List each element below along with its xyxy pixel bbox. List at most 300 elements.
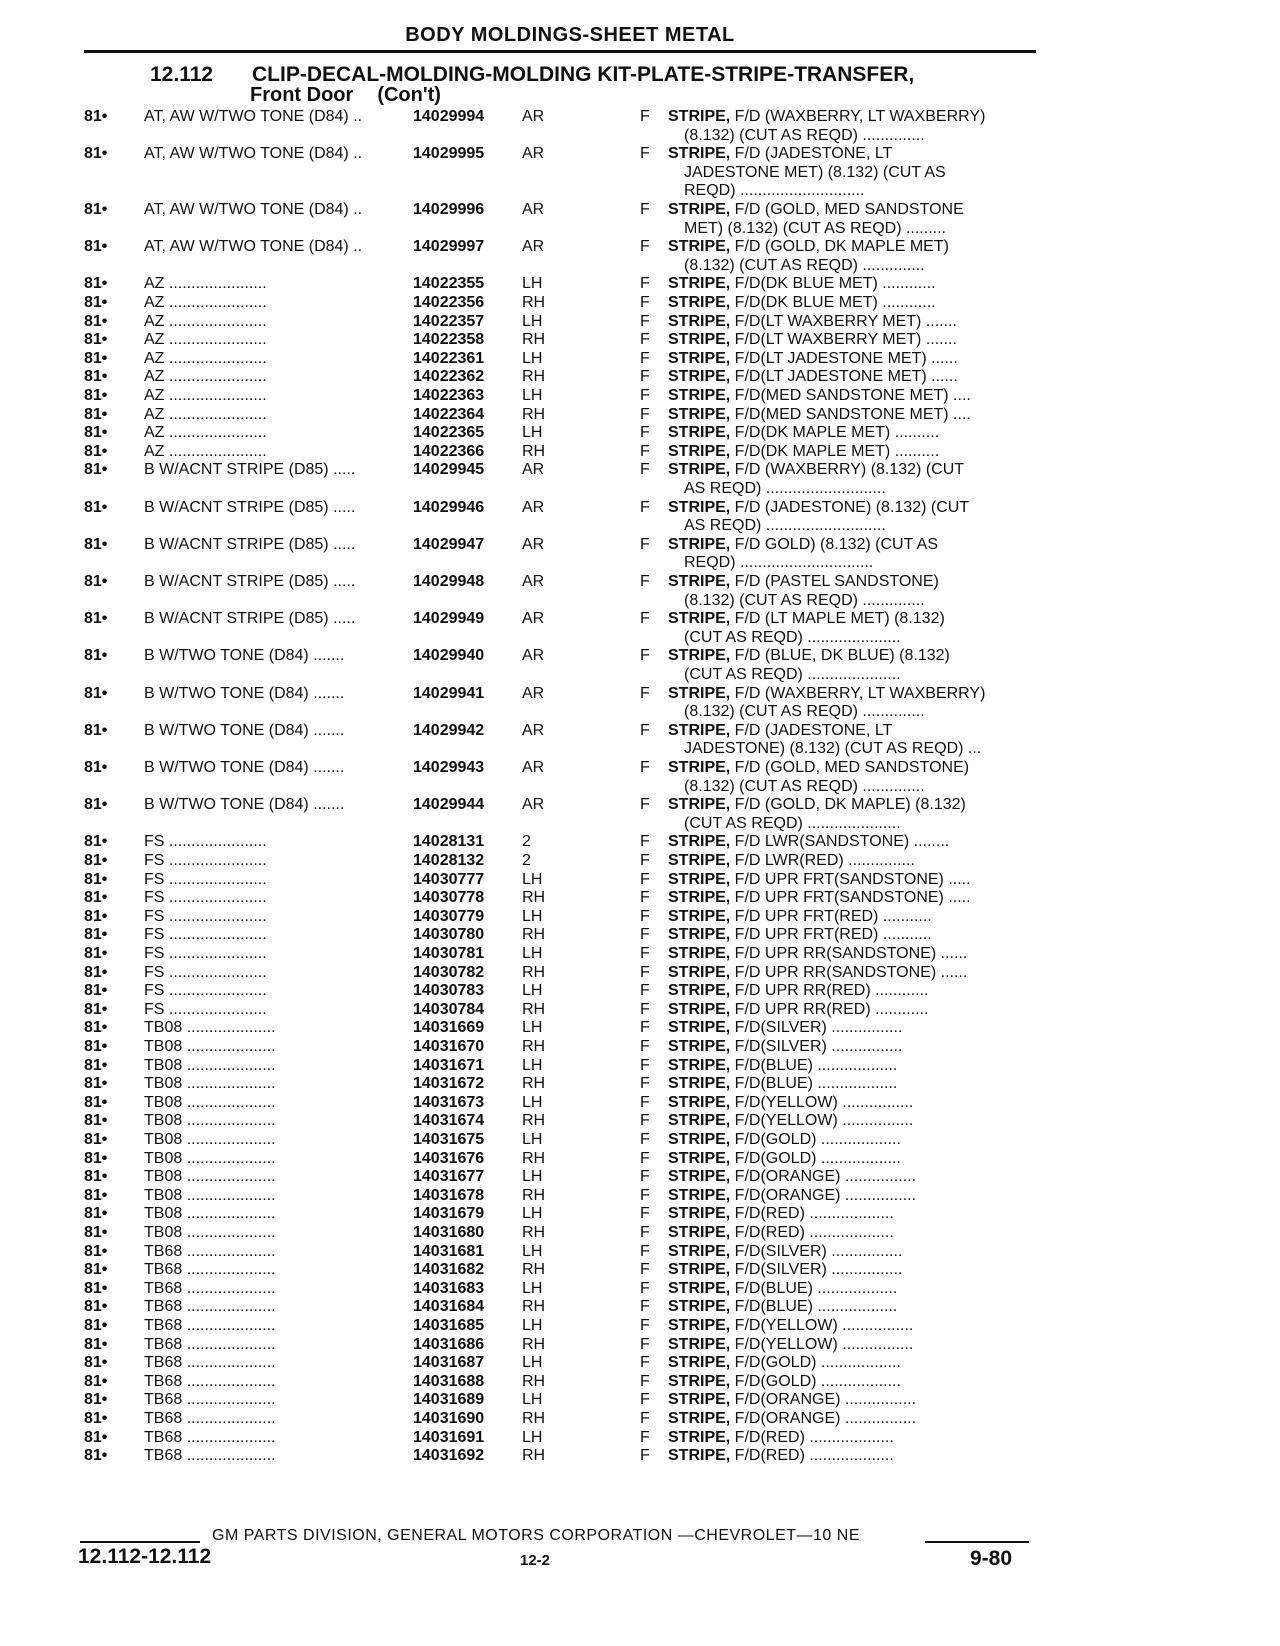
stripe-keyword: STRIPE, — [668, 312, 731, 330]
description — [668, 945, 1030, 964]
section-heading — [150, 64, 914, 85]
description — [668, 1317, 1030, 1336]
ref-number: 81• — [84, 982, 108, 1000]
source-code: F — [640, 1354, 650, 1372]
description-line: STRIPE, F/D(DK BLUE MET) ............ — [668, 294, 936, 311]
quantity: AR — [522, 108, 545, 125]
description-line: STRIPE, F/D(ORANGE) ................ — [668, 1410, 917, 1427]
model-application: TB68 .................... — [144, 1298, 276, 1316]
stripe-keyword: STRIPE, — [668, 275, 731, 293]
part-number: 14030784 — [413, 1000, 485, 1018]
stripe-keyword: STRIPE, — [668, 1056, 731, 1074]
part-number: 14022358 — [413, 331, 485, 349]
source-code: F — [640, 1317, 650, 1334]
stripe-keyword: STRIPE, — [668, 108, 731, 125]
stripe-keyword: STRIPE, — [668, 1298, 731, 1316]
part-number: 14029948 — [413, 573, 485, 590]
ref-number: 81• — [84, 1112, 108, 1130]
part-number: 14029942 — [413, 721, 485, 739]
description — [668, 852, 1030, 871]
model-application: B W/TWO TONE (D84) ....... — [144, 759, 345, 776]
stripe-keyword: STRIPE, — [668, 1410, 731, 1427]
description — [668, 499, 1030, 536]
quantity: RH — [522, 1000, 546, 1018]
quantity: LH — [522, 1242, 543, 1260]
ref-number: 81• — [84, 1279, 108, 1297]
quantity: RH — [522, 1410, 546, 1427]
quantity: AR — [522, 647, 545, 665]
description-line: STRIPE, F/D(SILVER) ................ — [668, 1038, 903, 1055]
part-number: 14030782 — [413, 963, 485, 981]
quantity: RH — [522, 1186, 546, 1204]
description-line: STRIPE, F/D UPR RR(RED) ............ — [668, 1000, 929, 1018]
source-code: F — [640, 312, 650, 330]
description-line: STRIPE, F/D(BLUE) .................. — [668, 1298, 898, 1316]
subtitle-text: Front Door — [250, 84, 354, 106]
ref-number: 81• — [84, 108, 108, 125]
description — [668, 647, 1030, 684]
model-application: TB08 .................... — [144, 1112, 276, 1130]
part-number: 14031691 — [413, 1428, 485, 1446]
part-number: 14022361 — [413, 349, 485, 367]
ref-number: 81• — [84, 833, 108, 851]
part-number: 14029949 — [413, 610, 485, 628]
stripe-keyword: STRIPE, — [668, 759, 731, 776]
model-application: B W/TWO TONE (D84) ....... — [144, 684, 345, 702]
quantity: AR — [522, 796, 545, 814]
quantity: LH — [522, 1279, 543, 1297]
part-number: 14031670 — [413, 1038, 485, 1055]
model-application: TB68 .................... — [144, 1428, 276, 1446]
footer-left-rule — [80, 1541, 200, 1543]
description — [668, 1224, 1030, 1243]
model-application: AZ ...................... — [144, 275, 267, 293]
description-line: STRIPE, F/D(LT JADESTONE MET) ...... — [668, 368, 958, 386]
part-number: 14022364 — [413, 405, 485, 423]
description-line: STRIPE, F/D(ORANGE) ................ — [668, 1391, 917, 1409]
description-line: STRIPE, F/D(SILVER) ................ — [668, 1019, 903, 1037]
stripe-keyword: STRIPE, — [668, 387, 731, 404]
quantity: LH — [522, 387, 543, 404]
part-number: 14031675 — [413, 1131, 485, 1148]
ref-number: 81• — [84, 424, 108, 442]
quantity: RH — [522, 889, 546, 907]
quantity: AR — [522, 498, 545, 516]
part-number: 14031689 — [413, 1391, 485, 1409]
model-application: B W/ACNT STRIPE (D85) ..... — [144, 461, 356, 479]
quantity: LH — [522, 424, 543, 442]
source-code: F — [640, 1428, 650, 1446]
part-number: 14031690 — [413, 1410, 485, 1427]
description-line: STRIPE, F/D (GOLD, DK MAPLE MET) — [668, 238, 949, 256]
quantity: LH — [522, 1093, 543, 1111]
description — [668, 1075, 1030, 1094]
model-application: AZ ...................... — [144, 368, 267, 386]
description-line: STRIPE, F/D(YELLOW) ................ — [668, 1093, 914, 1111]
part-number: 14029995 — [413, 145, 485, 163]
ref-number: 81• — [84, 796, 108, 814]
part-number: 14030783 — [413, 982, 485, 1000]
description — [668, 796, 1030, 833]
quantity: RH — [522, 1149, 546, 1167]
description-line: STRIPE, F/D(RED) ................... — [668, 1224, 894, 1241]
description-line: (8.132) (CUT AS REQD) .............. — [684, 703, 925, 721]
description-line: STRIPE, F/D(DK BLUE MET) ............ — [668, 275, 936, 293]
source-code: F — [640, 1000, 650, 1018]
source-code: F — [640, 442, 650, 460]
model-application: TB68 .................... — [144, 1279, 276, 1297]
quantity: LH — [522, 1168, 543, 1186]
description — [668, 1410, 1030, 1429]
description-line: (8.132) (CUT AS REQD) .............. — [684, 777, 925, 795]
footer-date: 9-80 — [970, 1547, 1013, 1570]
model-application: FS ...................... — [144, 907, 267, 925]
description-line: STRIPE, F/D (GOLD, MED SANDSTONE — [668, 201, 964, 218]
description — [668, 368, 1030, 387]
section-number: 12.112 — [150, 63, 214, 86]
description — [668, 201, 1030, 238]
ref-number: 81• — [84, 721, 108, 739]
source-code: F — [640, 759, 650, 776]
part-number: 14029943 — [413, 759, 485, 776]
description — [668, 1429, 1030, 1448]
stripe-keyword: STRIPE, — [668, 238, 731, 256]
part-number: 14031686 — [413, 1335, 485, 1353]
description — [668, 759, 1030, 796]
description — [668, 833, 1030, 852]
model-application: AZ ...................... — [144, 312, 267, 330]
ref-number: 81• — [84, 1354, 108, 1372]
source-code: F — [640, 461, 650, 479]
description-line: JADESTONE MET) (8.132) (CUT AS — [684, 163, 946, 181]
description — [668, 1391, 1030, 1410]
quantity: RH — [522, 1372, 546, 1390]
stripe-keyword: STRIPE, — [668, 1335, 731, 1353]
description-line: STRIPE, F/D (JADESTONE) (8.132) (CUT — [668, 498, 970, 516]
model-application: TB08 .................... — [144, 1186, 276, 1204]
source-code: F — [640, 963, 650, 981]
stripe-keyword: STRIPE, — [668, 1168, 731, 1186]
stripe-keyword: STRIPE, — [668, 461, 731, 479]
description — [668, 1187, 1030, 1206]
description-line: JADESTONE) (8.132) (CUT AS REQD) ... — [684, 740, 982, 758]
stripe-keyword: STRIPE, — [668, 349, 731, 367]
description-line: STRIPE, F/D(ORANGE) ................ — [668, 1186, 917, 1204]
part-number: 14022366 — [413, 442, 485, 460]
quantity: RH — [522, 1261, 546, 1279]
source-code: F — [640, 907, 650, 925]
description — [668, 108, 1030, 145]
description — [668, 275, 1030, 294]
source-code: F — [640, 945, 650, 962]
stripe-keyword: STRIPE, — [668, 201, 731, 218]
stripe-keyword: STRIPE, — [668, 1149, 731, 1167]
quantity: RH — [522, 926, 546, 944]
part-number: 14022362 — [413, 368, 485, 386]
ref-number: 81• — [84, 1093, 108, 1111]
source-code: F — [640, 1205, 650, 1223]
ref-number: 81• — [84, 907, 108, 925]
stripe-keyword: STRIPE, — [668, 610, 731, 628]
part-number: 14030781 — [413, 945, 485, 962]
description — [668, 536, 1030, 573]
ref-number: 81• — [84, 684, 108, 702]
stripe-keyword: STRIPE, — [668, 833, 731, 851]
source-code: F — [640, 498, 650, 516]
model-application: TB08 .................... — [144, 1038, 276, 1055]
part-number: 14028132 — [413, 852, 485, 869]
model-application: TB68 .................... — [144, 1447, 276, 1465]
model-application: AT, AW W/TWO TONE (D84) .. — [144, 108, 363, 125]
description-line: STRIPE, F/D UPR FRT(RED) ........... — [668, 907, 932, 925]
quantity: RH — [522, 405, 546, 423]
description — [668, 926, 1030, 945]
part-number: 14029945 — [413, 461, 485, 479]
model-application: TB68 .................... — [144, 1354, 276, 1372]
model-application: FS ...................... — [144, 889, 267, 907]
ref-number: 81• — [84, 405, 108, 423]
stripe-keyword: STRIPE, — [668, 498, 731, 516]
description — [668, 331, 1030, 350]
description-line: STRIPE, F/D (JADESTONE, LT — [668, 721, 893, 739]
description-line: (CUT AS REQD) ..................... — [684, 814, 901, 832]
description — [668, 294, 1030, 313]
part-number: 14022365 — [413, 424, 485, 442]
source-code: F — [640, 1112, 650, 1130]
stripe-keyword: STRIPE, — [668, 1279, 731, 1297]
ref-number: 81• — [84, 535, 108, 553]
part-number: 14030779 — [413, 907, 485, 925]
description-line: STRIPE, F/D (PASTEL SANDSTONE) — [668, 573, 939, 590]
ref-number: 81• — [84, 1317, 108, 1334]
stripe-keyword: STRIPE, — [668, 1317, 731, 1334]
quantity: 2 — [522, 852, 531, 869]
description-line: STRIPE, F/D(GOLD) .................. — [668, 1354, 901, 1372]
description-line: (8.132) (CUT AS REQD) .............. — [684, 591, 925, 609]
description-line: (8.132) (CUT AS REQD) .............. — [684, 256, 925, 274]
description — [668, 145, 1030, 201]
quantity: LH — [522, 1428, 543, 1446]
quantity: LH — [522, 312, 543, 330]
description — [668, 1150, 1030, 1169]
ref-number: 81• — [84, 1205, 108, 1223]
stripe-keyword: STRIPE, — [668, 368, 731, 386]
model-application: AT, AW W/TWO TONE (D84) .. — [144, 201, 363, 218]
source-code: F — [640, 870, 650, 888]
stripe-keyword: STRIPE, — [668, 442, 731, 460]
description — [668, 1336, 1030, 1355]
source-code: F — [640, 238, 650, 256]
source-code: F — [640, 1093, 650, 1111]
quantity: RH — [522, 1224, 546, 1241]
description-line: AS REQD) ........................... — [684, 479, 886, 497]
description — [668, 350, 1030, 369]
description-line: STRIPE, F/D(MED SANDSTONE MET) .... — [668, 405, 971, 423]
source-code: F — [640, 610, 650, 628]
quantity: AR — [522, 610, 545, 628]
description — [668, 238, 1030, 275]
quantity: AR — [522, 201, 545, 218]
page-header-title: BODY MOLDINGS-SHEET METAL — [405, 24, 735, 46]
stripe-keyword: STRIPE, — [668, 573, 731, 590]
ref-number: 81• — [84, 349, 108, 367]
stripe-keyword: STRIPE, — [668, 1131, 731, 1148]
description-line: STRIPE, F/D(LT JADESTONE MET) ...... — [668, 349, 958, 367]
ref-number: 81• — [84, 1038, 108, 1055]
source-code: F — [640, 1056, 650, 1074]
description-line: STRIPE, F/D(SILVER) ................ — [668, 1242, 903, 1260]
model-application: FS ...................... — [144, 945, 267, 962]
description — [668, 461, 1030, 498]
quantity: RH — [522, 294, 546, 311]
model-application: TB08 .................... — [144, 1149, 276, 1167]
source-code: F — [640, 1149, 650, 1167]
part-number: 14029947 — [413, 535, 485, 553]
model-application: AZ ...................... — [144, 424, 267, 442]
description-line: STRIPE, F/D LWR(RED) ............... — [668, 852, 915, 869]
model-application: FS ...................... — [144, 870, 267, 888]
description-line: REQD) .............................. — [684, 554, 874, 572]
part-number: 14029994 — [413, 108, 485, 125]
description — [668, 1261, 1030, 1280]
description — [668, 964, 1030, 983]
part-number: 14031687 — [413, 1354, 485, 1372]
ref-number: 81• — [84, 647, 108, 665]
description-line: STRIPE, F/D(RED) ................... — [668, 1205, 894, 1223]
description — [668, 1168, 1030, 1187]
model-application: B W/ACNT STRIPE (D85) ..... — [144, 610, 356, 628]
source-code: F — [640, 145, 650, 163]
source-code: F — [640, 684, 650, 702]
section-title: CLIP-DECAL-MOLDING-MOLDING KIT-PLATE-STRIPE-TRANSFER, — [252, 63, 915, 86]
stripe-keyword: STRIPE, — [668, 1261, 731, 1279]
description-line: STRIPE, F/D(RED) ................... — [668, 1447, 894, 1465]
source-code: F — [640, 405, 650, 423]
description — [668, 1019, 1030, 1038]
description — [668, 406, 1030, 425]
stripe-keyword: STRIPE, — [668, 647, 731, 665]
source-code: F — [640, 535, 650, 553]
description-line: STRIPE, F/D(SILVER) ................ — [668, 1261, 903, 1279]
quantity: LH — [522, 1019, 543, 1037]
stripe-keyword: STRIPE, — [668, 889, 731, 907]
stripe-keyword: STRIPE, — [668, 907, 731, 925]
description — [668, 573, 1030, 610]
source-code: F — [640, 1279, 650, 1297]
stripe-keyword: STRIPE, — [668, 1112, 731, 1130]
model-application: AZ ...................... — [144, 387, 267, 404]
part-number: 14022356 — [413, 294, 485, 311]
model-application: B W/TWO TONE (D84) ....... — [144, 721, 345, 739]
quantity: LH — [522, 982, 543, 1000]
quantity: LH — [522, 1317, 543, 1334]
description-line: (8.132) (CUT AS REQD) .............. — [684, 126, 925, 144]
ref-number: 81• — [84, 852, 108, 869]
ref-number: 81• — [84, 1447, 108, 1465]
description-line: STRIPE, F/D(BLUE) .................. — [668, 1056, 898, 1074]
ref-number: 81• — [84, 442, 108, 460]
quantity: RH — [522, 1075, 546, 1093]
ref-number: 81• — [84, 870, 108, 888]
stripe-keyword: STRIPE, — [668, 1186, 731, 1204]
part-number: 14031685 — [413, 1317, 485, 1334]
ref-number: 81• — [84, 759, 108, 776]
description-line: STRIPE, F/D(YELLOW) ................ — [668, 1317, 914, 1334]
description — [668, 1373, 1030, 1392]
description-line: AS REQD) ........................... — [684, 517, 886, 535]
ref-number: 81• — [84, 926, 108, 944]
stripe-keyword: STRIPE, — [668, 1019, 731, 1037]
quantity: RH — [522, 1038, 546, 1055]
ref-number: 81• — [84, 238, 108, 256]
description — [668, 424, 1030, 443]
source-code: F — [640, 368, 650, 386]
description-line: STRIPE, F/D UPR RR(RED) ............ — [668, 982, 929, 1000]
source-code: F — [640, 1186, 650, 1204]
part-number: 14022363 — [413, 387, 485, 404]
part-number: 14029944 — [413, 796, 485, 814]
quantity: LH — [522, 907, 543, 925]
quantity: AR — [522, 145, 545, 163]
description-line: STRIPE, F/D UPR RR(SANDSTONE) ...... — [668, 945, 968, 962]
description-line: STRIPE, F/D(GOLD) .................. — [668, 1149, 901, 1167]
source-code: F — [640, 275, 650, 293]
description — [668, 1243, 1030, 1262]
ref-number: 81• — [84, 1335, 108, 1353]
part-number: 14029941 — [413, 684, 485, 702]
ref-number: 81• — [84, 1000, 108, 1018]
quantity: AR — [522, 461, 545, 479]
description-line: STRIPE, F/D(LT WAXBERRY MET) ....... — [668, 312, 957, 330]
stripe-keyword: STRIPE, — [668, 852, 731, 869]
description-line: STRIPE, F/D (GOLD, DK MAPLE) (8.132) — [668, 796, 966, 814]
part-number: 14031679 — [413, 1205, 485, 1223]
ref-number: 81• — [84, 145, 108, 163]
stripe-keyword: STRIPE, — [668, 796, 731, 814]
model-application: FS ...................... — [144, 963, 267, 981]
ref-number: 81• — [84, 573, 108, 590]
model-application: B W/TWO TONE (D84) ....... — [144, 647, 345, 665]
ref-number: 81• — [84, 1298, 108, 1316]
model-application: TB08 .................... — [144, 1168, 276, 1186]
source-code: F — [640, 1298, 650, 1316]
part-number: 14031676 — [413, 1149, 485, 1167]
description-line: STRIPE, F/D GOLD) (8.132) (CUT AS — [668, 535, 938, 553]
source-code: F — [640, 1261, 650, 1279]
description — [668, 1298, 1030, 1317]
part-number: 14022357 — [413, 312, 485, 330]
model-application: TB68 .................... — [144, 1335, 276, 1353]
stripe-keyword: STRIPE, — [668, 982, 731, 1000]
part-number: 14031672 — [413, 1075, 485, 1093]
ref-number: 81• — [84, 294, 108, 311]
model-application: TB68 .................... — [144, 1372, 276, 1390]
description — [668, 1280, 1030, 1299]
model-application: TB08 .................... — [144, 1205, 276, 1223]
ref-number: 81• — [84, 201, 108, 218]
model-application: AT, AW W/TWO TONE (D84) .. — [144, 238, 363, 256]
model-application: AZ ...................... — [144, 331, 267, 349]
description-line: STRIPE, F/D(GOLD) .................. — [668, 1131, 901, 1148]
quantity: AR — [522, 535, 545, 553]
description-line: STRIPE, F/D (WAXBERRY, LT WAXBERRY) — [668, 108, 986, 125]
ref-number: 81• — [84, 461, 108, 479]
part-number: 14028131 — [413, 833, 485, 851]
source-code: F — [640, 1391, 650, 1409]
description-line: STRIPE, F/D(YELLOW) ................ — [668, 1112, 914, 1130]
part-number: 14031680 — [413, 1224, 485, 1241]
description-line: STRIPE, F/D(MED SANDSTONE MET) .... — [668, 387, 971, 404]
